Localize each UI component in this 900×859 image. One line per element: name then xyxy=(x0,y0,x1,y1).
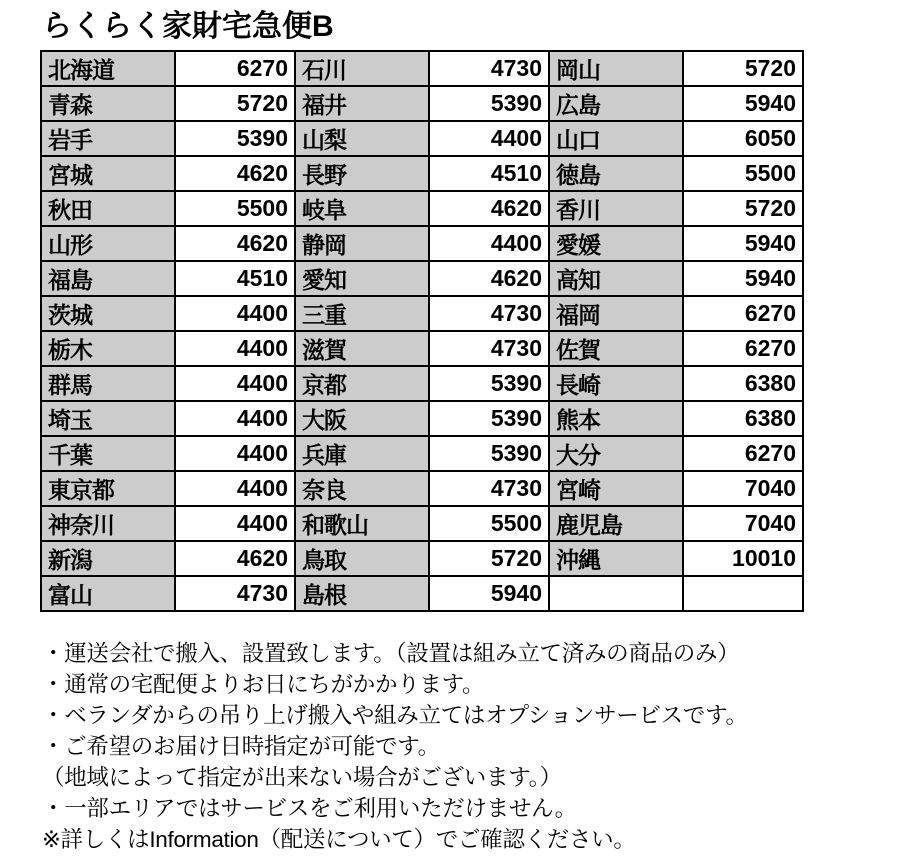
table-row xyxy=(41,121,803,156)
fee-cell: 4510 xyxy=(429,156,549,191)
prefecture-cell: 鳥取 xyxy=(295,541,429,576)
fee-cell: 5940 xyxy=(683,86,803,121)
fee-cell: 5500 xyxy=(175,191,295,226)
fee-cell: 4620 xyxy=(429,191,549,226)
fee-cell: 5720 xyxy=(175,86,295,121)
prefecture-cell: 奈良 xyxy=(295,471,429,506)
prefecture-cell: 和歌山 xyxy=(295,506,429,541)
fee-cell: 5720 xyxy=(429,541,549,576)
fee-cell: 4400 xyxy=(175,296,295,331)
table-cell-empty xyxy=(549,576,683,611)
table-row xyxy=(41,296,803,331)
table-row xyxy=(41,226,803,261)
fee-cell: 4730 xyxy=(429,471,549,506)
note-line: ・ベランダからの吊り上げ搬入や組み立てはオプションサービスです。 xyxy=(42,703,748,728)
fee-cell: 4620 xyxy=(175,226,295,261)
table-row xyxy=(41,331,803,366)
prefecture-cell: 大分 xyxy=(549,436,683,471)
fee-cell: 5940 xyxy=(429,576,549,611)
prefecture-cell: 千葉 xyxy=(41,436,175,471)
fee-cell: 7040 xyxy=(683,471,803,506)
prefecture-cell: 山形 xyxy=(41,226,175,261)
prefecture-cell: 徳島 xyxy=(549,156,683,191)
table-row xyxy=(41,471,803,506)
note-line: ※詳しくはInformation（配送について）でご確認ください。 xyxy=(42,827,636,852)
prefecture-cell: 福井 xyxy=(295,86,429,121)
table-row xyxy=(41,156,803,191)
shipping-rate-table-body xyxy=(41,51,803,611)
fee-cell: 5390 xyxy=(429,366,549,401)
prefecture-cell: 茨城 xyxy=(41,296,175,331)
prefecture-cell: 島根 xyxy=(295,576,429,611)
table-row xyxy=(41,366,803,401)
prefecture-cell: 静岡 xyxy=(295,226,429,261)
table-row xyxy=(41,436,803,471)
prefecture-cell: 愛知 xyxy=(295,261,429,296)
prefecture-cell: 熊本 xyxy=(549,401,683,436)
fee-cell: 6270 xyxy=(683,436,803,471)
prefecture-cell: 石川 xyxy=(295,51,429,86)
prefecture-cell: 埼玉 xyxy=(41,401,175,436)
prefecture-cell: 宮崎 xyxy=(549,471,683,506)
prefecture-cell: 岡山 xyxy=(549,51,683,86)
fee-cell: 4400 xyxy=(429,226,549,261)
prefecture-cell: 福島 xyxy=(41,261,175,296)
fee-cell: 5940 xyxy=(683,261,803,296)
notes-list xyxy=(42,638,886,855)
prefecture-cell: 佐賀 xyxy=(549,331,683,366)
prefecture-cell: 神奈川 xyxy=(41,506,175,541)
prefecture-cell: 岩手 xyxy=(41,121,175,156)
prefecture-cell: 大阪 xyxy=(295,401,429,436)
prefecture-cell: 栃木 xyxy=(41,331,175,366)
fee-cell: 6270 xyxy=(683,331,803,366)
prefecture-cell: 青森 xyxy=(41,86,175,121)
fee-cell: 7040 xyxy=(683,506,803,541)
fee-cell: 4620 xyxy=(175,156,295,191)
fee-cell: 6270 xyxy=(683,296,803,331)
prefecture-cell: 広島 xyxy=(549,86,683,121)
prefecture-cell: 宮城 xyxy=(41,156,175,191)
prefecture-cell: 香川 xyxy=(549,191,683,226)
prefecture-cell: 山口 xyxy=(549,121,683,156)
prefecture-cell: 北海道 xyxy=(41,51,175,86)
prefecture-cell: 沖縄 xyxy=(549,541,683,576)
prefecture-cell: 兵庫 xyxy=(295,436,429,471)
table-row xyxy=(41,51,803,86)
fee-cell: 6380 xyxy=(683,366,803,401)
fee-cell: 5390 xyxy=(429,436,549,471)
fee-cell: 6380 xyxy=(683,401,803,436)
note-line: ・ご希望のお届け日時指定が可能です。 xyxy=(42,734,440,759)
table-row xyxy=(41,506,803,541)
fee-cell: 4400 xyxy=(429,121,549,156)
table-row xyxy=(41,541,803,576)
fee-cell: 5390 xyxy=(429,401,549,436)
note-line: （地域によって指定が出来ない場合がございます。） xyxy=(42,765,562,790)
prefecture-cell: 三重 xyxy=(295,296,429,331)
fee-cell: 4400 xyxy=(175,471,295,506)
fee-cell: 4400 xyxy=(175,331,295,366)
fee-cell: 4730 xyxy=(175,576,295,611)
fee-cell: 4400 xyxy=(175,401,295,436)
prefecture-cell: 高知 xyxy=(549,261,683,296)
fee-cell: 4400 xyxy=(175,436,295,471)
fee-cell: 10010 xyxy=(683,541,803,576)
table-row xyxy=(41,576,803,611)
prefecture-cell: 京都 xyxy=(295,366,429,401)
fee-cell: 5390 xyxy=(429,86,549,121)
fee-cell: 4400 xyxy=(175,506,295,541)
table-row xyxy=(41,86,803,121)
fee-cell: 6050 xyxy=(683,121,803,156)
prefecture-cell: 滋賀 xyxy=(295,331,429,366)
fee-cell: 4510 xyxy=(175,261,295,296)
fee-cell: 4730 xyxy=(429,296,549,331)
prefecture-cell: 岐阜 xyxy=(295,191,429,226)
page-title: らくらく家財宅急便B xyxy=(42,10,334,43)
prefecture-cell: 長野 xyxy=(295,156,429,191)
fee-cell: 4620 xyxy=(175,541,295,576)
fee-cell: 4730 xyxy=(429,331,549,366)
fee-cell: 5940 xyxy=(683,226,803,261)
prefecture-cell: 秋田 xyxy=(41,191,175,226)
prefecture-cell: 東京都 xyxy=(41,471,175,506)
note-line: ・通常の宅配便よりお日にちがかかります。 xyxy=(42,672,485,697)
fee-cell: 5500 xyxy=(429,506,549,541)
note-line: ・運送会社で搬入、設置致します。（設置は組み立て済みの商品のみ） xyxy=(42,641,740,666)
fee-cell: 5720 xyxy=(683,51,803,86)
fee-cell: 4620 xyxy=(429,261,549,296)
note-line: ・一部エリアではサービスをご利用いただけません。 xyxy=(42,796,577,821)
prefecture-cell: 鹿児島 xyxy=(549,506,683,541)
table-row xyxy=(41,191,803,226)
prefecture-cell: 新潟 xyxy=(41,541,175,576)
fee-cell: 5390 xyxy=(175,121,295,156)
prefecture-cell: 群馬 xyxy=(41,366,175,401)
fee-cell: 5500 xyxy=(683,156,803,191)
fee-cell: 5720 xyxy=(683,191,803,226)
prefecture-cell: 福岡 xyxy=(549,296,683,331)
prefecture-cell: 富山 xyxy=(41,576,175,611)
prefecture-cell: 長崎 xyxy=(549,366,683,401)
table-row xyxy=(41,401,803,436)
fee-cell: 4730 xyxy=(429,51,549,86)
shipping-rate-table xyxy=(40,50,804,612)
prefecture-cell: 愛媛 xyxy=(549,226,683,261)
table-row xyxy=(41,261,803,296)
table-cell-empty xyxy=(683,576,803,611)
fee-cell: 4400 xyxy=(175,366,295,401)
fee-cell: 6270 xyxy=(175,51,295,86)
prefecture-cell: 山梨 xyxy=(295,121,429,156)
